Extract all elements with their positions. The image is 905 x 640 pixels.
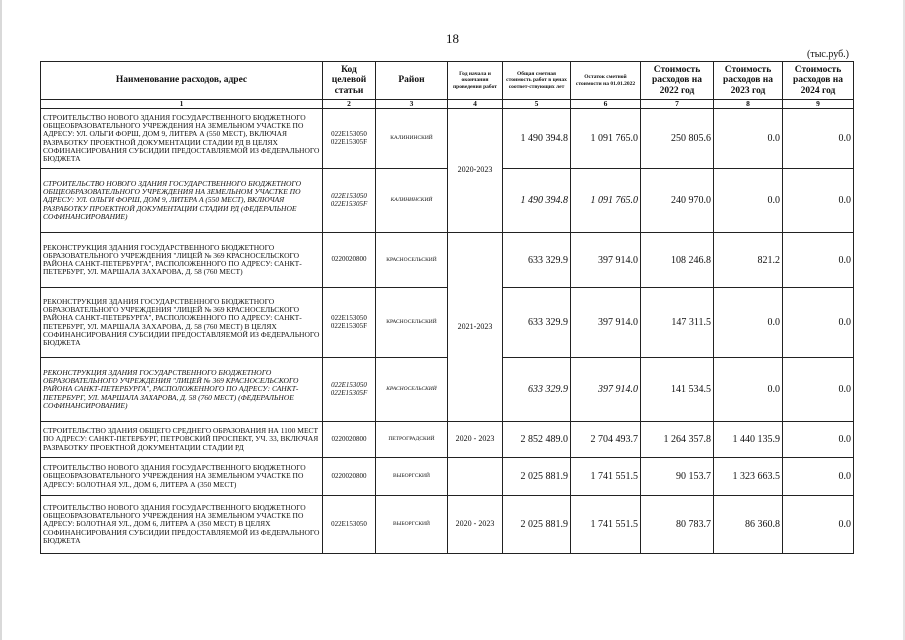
row-2022: 250 805.6 (641, 109, 714, 169)
row-2024: 0.0 (783, 109, 854, 169)
row-remaining: 1 091 765.0 (571, 169, 641, 233)
row-2023: 0.0 (714, 358, 783, 422)
row-2023: 1 440 135.9 (714, 422, 783, 458)
table-row (41, 358, 854, 422)
row-district: КРАСНОСЕЛЬСКИЙ (376, 358, 448, 422)
col-num: 6 (571, 100, 641, 109)
row-2022: 108 246.8 (641, 233, 714, 288)
row-district: ВЫБОРГСКИЙ (376, 458, 448, 496)
row-total: 2 025 881.9 (503, 458, 571, 496)
row-district: ВЫБОРГСКИЙ (376, 496, 448, 554)
col-num: 4 (448, 100, 503, 109)
header-2022: Стоимость расходов на 2022 год (641, 62, 714, 100)
col-num: 5 (503, 100, 571, 109)
table-row (41, 109, 854, 169)
column-number-row (41, 100, 854, 109)
header-row (41, 62, 854, 100)
row-district: КАЛИНИНСКИЙ (376, 169, 448, 233)
header-2024: Стоимость расходов на 2024 год (783, 62, 854, 100)
table-row (41, 288, 854, 358)
row-2023: 1 323 663.5 (714, 458, 783, 496)
col-num: 7 (641, 100, 714, 109)
row-district: КРАСНОСЕЛЬСКИЙ (376, 233, 448, 288)
expenditure-table (40, 61, 854, 554)
row-code: 022E153050 022E15305F (323, 288, 376, 358)
row-code: 022E153050 (323, 496, 376, 554)
row-code: 022E153050 022E15305F (323, 358, 376, 422)
header-district: Район (376, 62, 448, 100)
row-remaining: 2 704 493.7 (571, 422, 641, 458)
table-row (41, 233, 854, 288)
row-years: 2020 - 2023 (448, 496, 503, 554)
row-remaining: 1 741 551.5 (571, 458, 641, 496)
row-2024: 0.0 (783, 458, 854, 496)
row-code: 022E153050 022E15305F (323, 169, 376, 233)
row-code: 0220020800 (323, 233, 376, 288)
row-2024: 0.0 (783, 288, 854, 358)
row-remaining: 1 741 551.5 (571, 496, 641, 554)
row-2023: 0.0 (714, 288, 783, 358)
row-total: 1 490 394.8 (503, 109, 571, 169)
table-row (41, 496, 854, 554)
row-2022: 90 153.7 (641, 458, 714, 496)
row-2022: 1 264 357.8 (641, 422, 714, 458)
header-years: Год начала и окончания проведения работ (448, 62, 503, 100)
row-2022: 141 534.5 (641, 358, 714, 422)
row-2023: 86 360.8 (714, 496, 783, 554)
table-row (41, 422, 854, 458)
row-total: 633 329.9 (503, 233, 571, 288)
row-years: 2020 - 2023 (448, 422, 503, 458)
row-2024: 0.0 (783, 169, 854, 233)
row-name: РЕКОНСТРУКЦИЯ ЗДАНИЯ ГОСУДАРСТВЕННОГО БЮДЖЕТНОГО ОБРАЗОВАТЕЛЬНОГО УЧРЕЖДЕНИЯ "ЛИЦЕЙ № 369 КРАСНОСЕЛЬСКОГО РАЙОНА САНКТ-ПЕТЕРБУРГА", РАСПОЛОЖЕННОГО ПО АДРЕСУ: САНКТ-ПЕТЕРБУРГ, УЛ. МАРШАЛА ЗАХАРОВА, Д. 58 (760 МЕСТ) (ФЕДЕРАЛЬНОЕ СОФИНАНСИРОВАНИЕ) (41, 358, 323, 422)
units-label: (тыс.руб.) (807, 49, 850, 60)
row-years-merged: 2020-2023 (448, 109, 503, 233)
row-name: РЕКОНСТРУКЦИЯ ЗДАНИЯ ГОСУДАРСТВЕННОГО БЮДЖЕТНОГО ОБРАЗОВАТЕЛЬНОГО УЧРЕЖДЕНИЯ "ЛИЦЕЙ № 369 КРАСНОСЕЛЬСКОГО РАЙОНА САНКТ-ПЕТЕРБУРГА", РАСПОЛОЖЕННОГО ПО АДРЕСУ: САНКТ-ПЕТЕРБУРГ, УЛ. МАРШАЛА ЗАХАРОВА, Д. 58 (760 МЕСТ) В ЦЕЛЯХ СОФИНАНСИРОВАНИЯ СУБСИДИИ ПРЕДОСТАВЛЯЕМОЙ ИЗ ФЕДЕРАЛЬНОГО БЮДЖЕТА (41, 288, 323, 358)
header-code: Код целевой статьи (323, 62, 376, 100)
row-total: 1 490 394.8 (503, 169, 571, 233)
row-2024: 0.0 (783, 358, 854, 422)
row-2024: 0.0 (783, 496, 854, 554)
row-name: СТРОИТЕЛЬСТВО ЗДАНИЯ ОБЩЕГО СРЕДНЕГО ОБРАЗОВАНИЯ НА 1100 МЕСТ ПО АДРЕСУ: САНКТ-ПЕТЕРБУРГ, ПЕТРОВСКИЙ ПРОСПЕКТ, УЧ. 33, ВКЛЮЧАЯ РАЗРАБОТКУ ПРОЕКТНОЙ ДОКУМЕНТАЦИИ СТАДИИ РД (41, 422, 323, 458)
row-2023: 0.0 (714, 109, 783, 169)
row-remaining: 1 091 765.0 (571, 109, 641, 169)
row-2023: 0.0 (714, 169, 783, 233)
page-number: 18 (446, 31, 459, 46)
row-years (448, 458, 503, 496)
scan-left-edge (0, 0, 2, 640)
table-row (41, 458, 854, 496)
row-2022: 80 783.7 (641, 496, 714, 554)
row-2024: 0.0 (783, 422, 854, 458)
row-district: ПЕТРОГРАДСКИЙ (376, 422, 448, 458)
col-num: 8 (714, 100, 783, 109)
row-years-merged: 2021-2023 (448, 233, 503, 422)
row-name: СТРОИТЕЛЬСТВО НОВОГО ЗДАНИЯ ГОСУДАРСТВЕННОГО БЮДЖЕТНОГО ОБЩЕОБРАЗОВАТЕЛЬНОГО УЧРЕЖДЕНИЯ НА ЗЕМЕЛЬНОМ УЧАСТКЕ ПО АДРЕСУ: БОЛОТНАЯ УЛ., ДОМ 6, ЛИТЕРА А (350 МЕСТ) (41, 458, 323, 496)
header-remaining: Остаток сметной стоимости на 01.01.2022 (571, 62, 641, 100)
row-2023: 821.2 (714, 233, 783, 288)
row-total: 633 329.9 (503, 288, 571, 358)
table-row (41, 169, 854, 233)
header-total-cost: Общая сметная стоимость работ в ценах соответ-ствующих лет (503, 62, 571, 100)
row-2024: 0.0 (783, 233, 854, 288)
row-name: РЕКОНСТРУКЦИЯ ЗДАНИЯ ГОСУДАРСТВЕННОГО БЮДЖЕТНОГО ОБРАЗОВАТЕЛЬНОГО УЧРЕЖДЕНИЯ "ЛИЦЕЙ № 369 КРАСНОСЕЛЬСКОГО РАЙОНА САНКТ-ПЕТЕРБУРГА", РАСПОЛОЖЕННОГО ПО АДРЕСУ: САНКТ-ПЕТЕРБУРГ, УЛ. МАРШАЛА ЗАХАРОВА, Д. 58 (760 МЕСТ) (41, 233, 323, 288)
header-name: Наименование расходов, адрес (41, 62, 323, 100)
row-district: КРАСНОСЕЛЬСКИЙ (376, 288, 448, 358)
row-name: СТРОИТЕЛЬСТВО НОВОГО ЗДАНИЯ ГОСУДАРСТВЕННОГО БЮДЖЕТНОГО ОБЩЕОБРАЗОВАТЕЛЬНОГО УЧРЕЖДЕНИЯ НА ЗЕМЕЛЬНОМ УЧАСТКЕ ПО АДРЕСУ: БОЛОТНАЯ УЛ., ДОМ 6, ЛИТЕРА А (350 МЕСТ) В ЦЕЛЯХ СОФИНАНСИРОВАНИЯ СУБСИДИИ ПРЕДОСТАВЛЯЕМОЙ ИЗ ФЕДЕРАЛЬНОГО БЮДЖЕТА (41, 496, 323, 554)
row-remaining: 397 914.0 (571, 233, 641, 288)
row-district: КАЛИНИНСКИЙ (376, 109, 448, 169)
row-code: 0220020800 (323, 458, 376, 496)
row-remaining: 397 914.0 (571, 358, 641, 422)
header-2023: Стоимость расходов на 2023 год (714, 62, 783, 100)
col-num: 3 (376, 100, 448, 109)
row-remaining: 397 914.0 (571, 288, 641, 358)
row-name: СТРОИТЕЛЬСТВО НОВОГО ЗДАНИЯ ГОСУДАРСТВЕННОГО БЮДЖЕТНОГО ОБЩЕОБРАЗОВАТЕЛЬНОГО УЧРЕЖДЕНИЯ НА ЗЕМЕЛЬНОМ УЧАСТКЕ ПО АДРЕСУ: УЛ. ОЛЬГИ ФОРШ, ДОМ 9, ЛИТЕРА А (550 МЕСТ), ВКЛЮЧАЯ РАЗРАБОТКУ ПРОЕКТНОЙ ДОКУМЕНТАЦИИ СТАДИИ РД (ФЕДЕРАЛЬНОЕ СОФИНАНСИРОВАНИЕ) (41, 169, 323, 233)
row-code: 0220020800 (323, 422, 376, 458)
row-2022: 240 970.0 (641, 169, 714, 233)
row-name: СТРОИТЕЛЬСТВО НОВОГО ЗДАНИЯ ГОСУДАРСТВЕННОГО БЮДЖЕТНОГО ОБЩЕОБРАЗОВАТЕЛЬНОГО УЧРЕЖДЕНИЯ НА ЗЕМЕЛЬНОМ УЧАСТКЕ ПО АДРЕСУ: УЛ. ОЛЬГИ ФОРШ, ДОМ 9, ЛИТЕРА А (550 МЕСТ), ВКЛЮЧАЯ РАЗРАБОТКУ ПРОЕКТНОЙ ДОКУМЕНТАЦИИ СТАДИИ РД В ЦЕЛЯХ СОФИНАНСИРОВАНИЯ СУБСИДИИ ПРЕДОСТАВЛЯЕМОЙ ИЗ ФЕДЕРАЛЬНОГО БЮДЖЕТА (41, 109, 323, 169)
col-num: 2 (323, 100, 376, 109)
row-2022: 147 311.5 (641, 288, 714, 358)
row-total: 2 025 881.9 (503, 496, 571, 554)
col-num: 1 (41, 100, 323, 109)
row-code: 022E153050 022E15305F (323, 109, 376, 169)
col-num: 9 (783, 100, 854, 109)
row-total: 633 329.9 (503, 358, 571, 422)
row-total: 2 852 489.0 (503, 422, 571, 458)
